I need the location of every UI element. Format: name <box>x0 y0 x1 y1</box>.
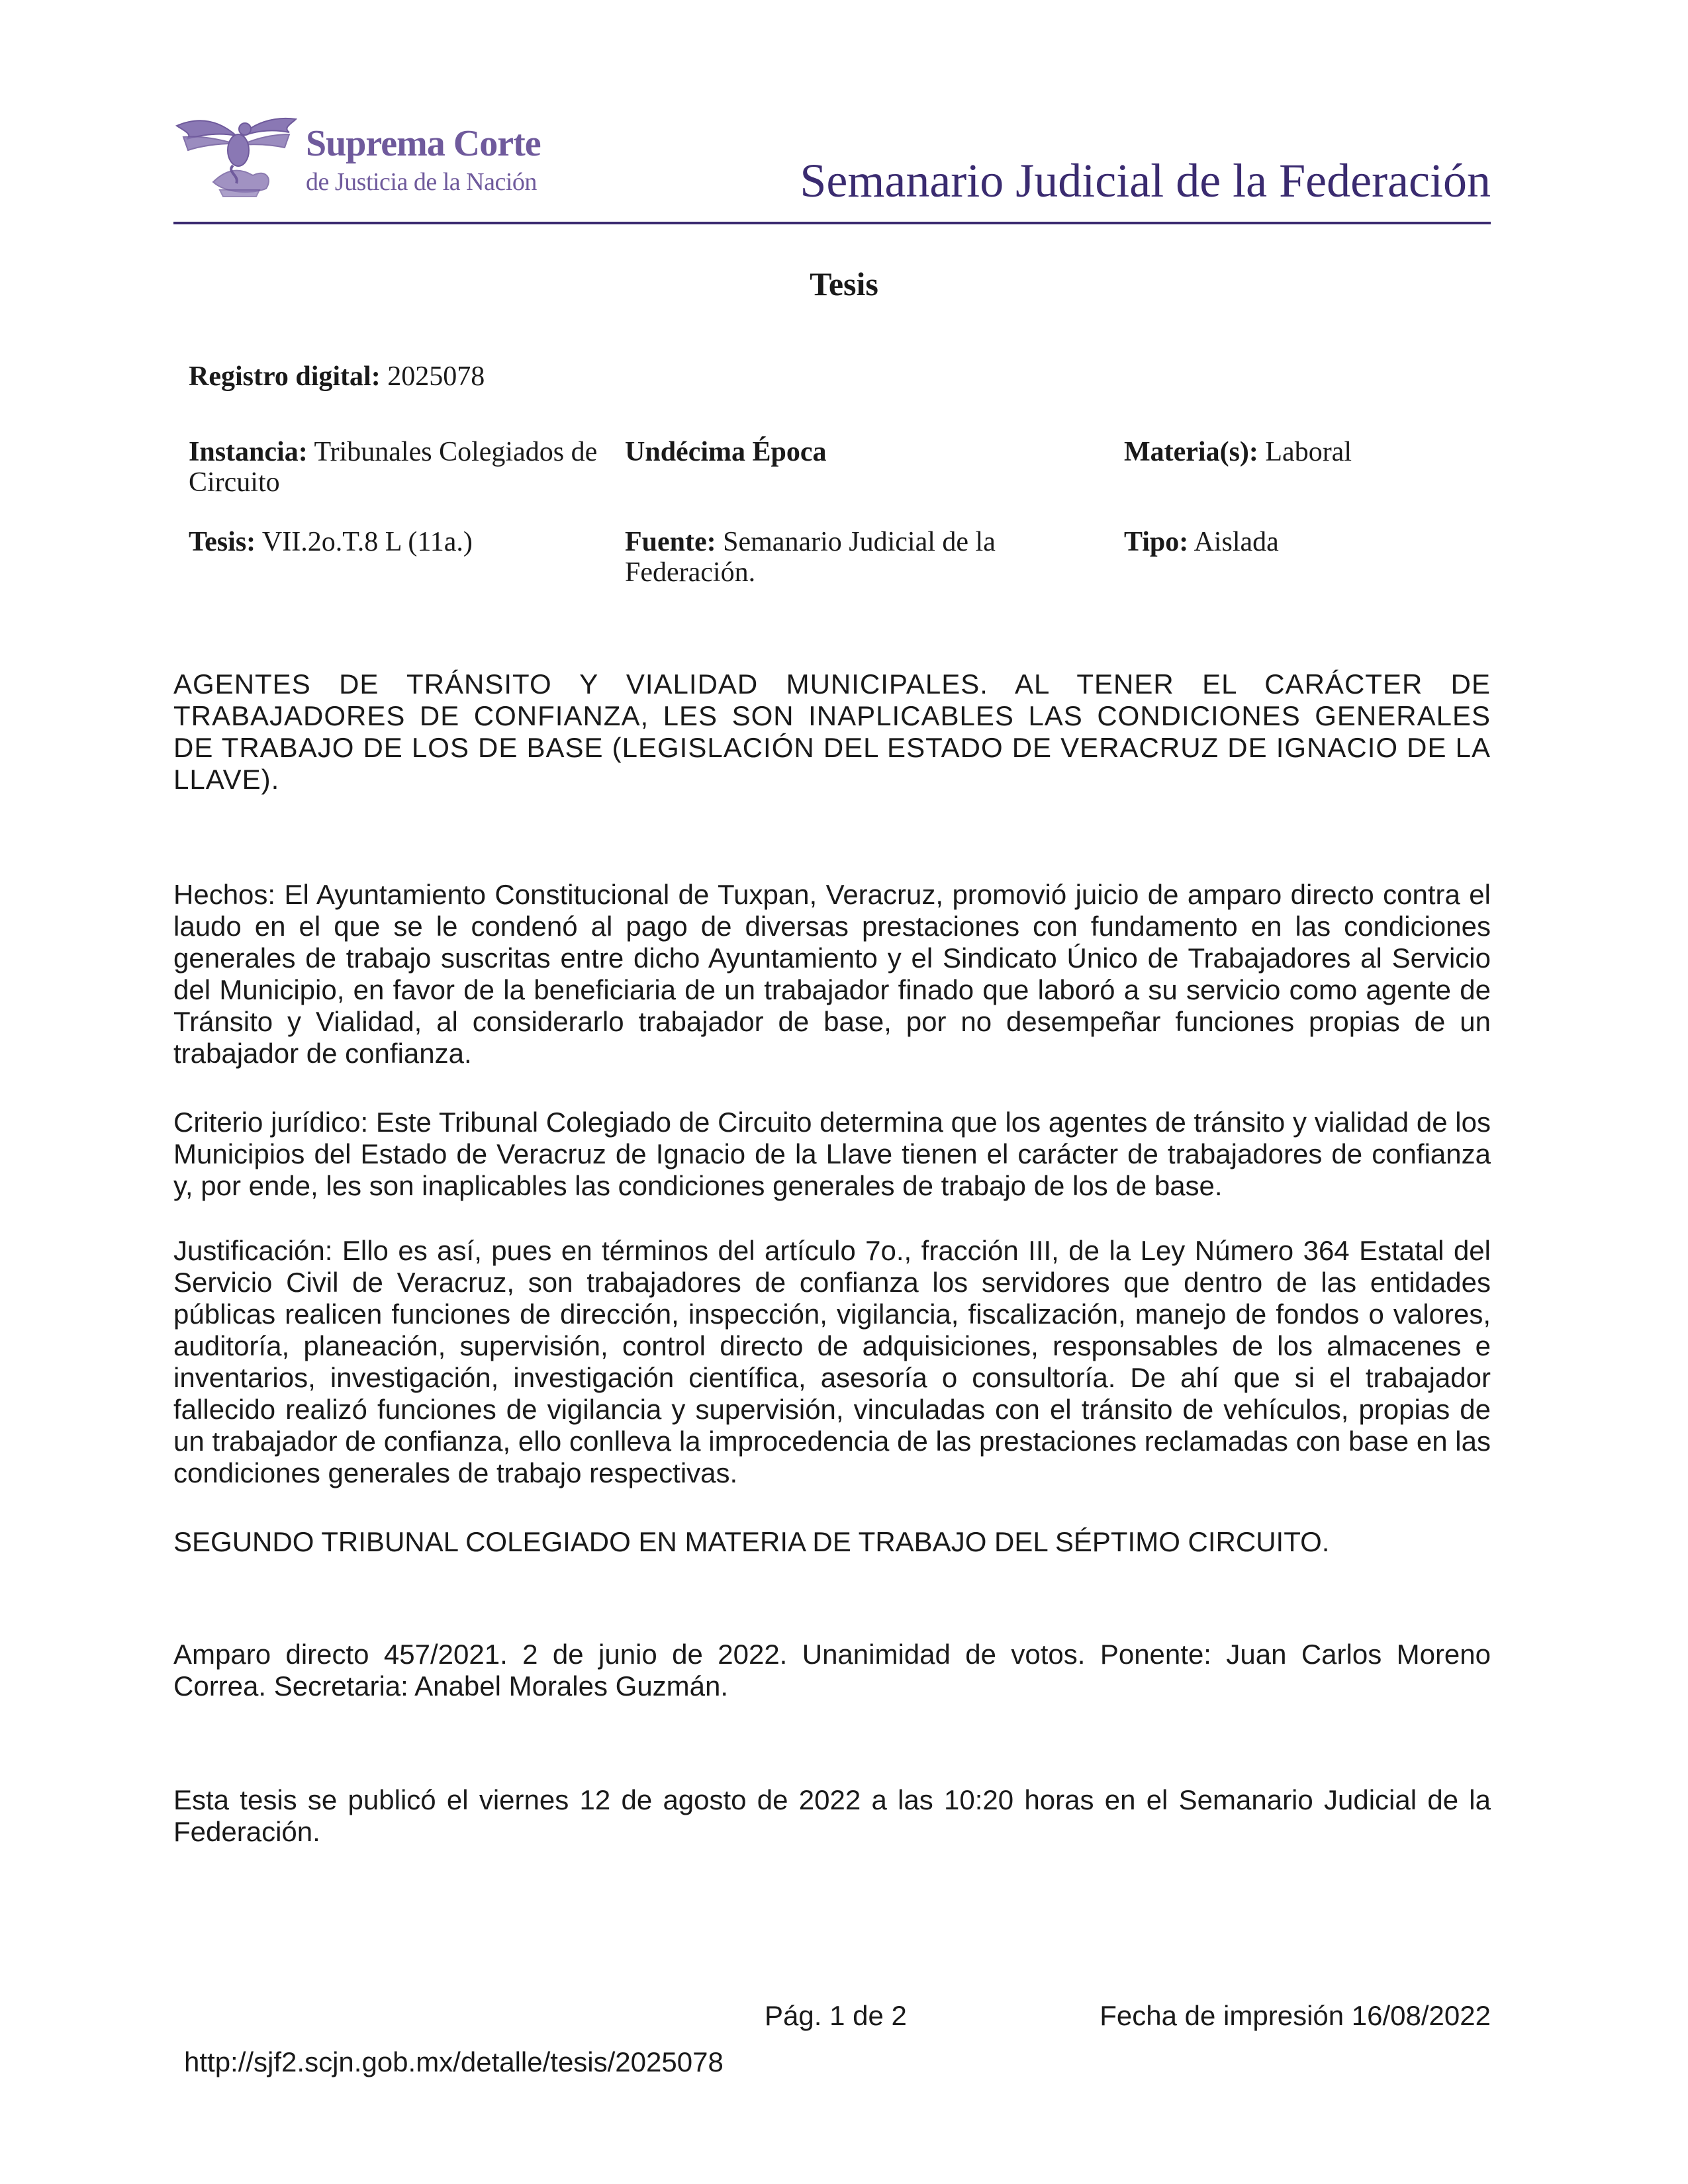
fuente-field <box>625 527 1062 588</box>
tipo-value: Aislada <box>1194 527 1279 557</box>
epoca-field <box>625 437 827 467</box>
publicacion-paragraph: Esta tesis se publicó el viernes 12 de agosto de 2022 a las 10:20 horas en el Semanario Judicial de la Federación. <box>173 1784 1491 1847</box>
materia-label: Materia(s): <box>1124 437 1258 467</box>
header-divider <box>173 222 1491 224</box>
document-type: Tesis <box>810 265 878 302</box>
page-number: Pág. 1 de 2 <box>765 2000 907 2031</box>
fuente-label: Fuente: <box>625 527 716 557</box>
instancia-value: Tribunales Colegiados de Circuito <box>189 437 598 498</box>
logo-subtitle: de Justicia de la Nación <box>306 168 537 196</box>
tribunal-paragraph: SEGUNDO TRIBUNAL COLEGIADO EN MATERIA DE TRABAJO DEL SÉPTIMO CIRCUITO. <box>173 1526 1330 1557</box>
print-date: Fecha de impresión 16/08/2022 <box>1100 2000 1491 2031</box>
eagle-emblem-icon <box>173 109 299 202</box>
instancia-label: Instancia: <box>189 437 308 467</box>
registro-label: Registro digital: <box>189 361 381 392</box>
epoca-value: Undécima Época <box>625 437 827 467</box>
tesis-field <box>189 527 473 557</box>
fuente-value: Semanario Judicial de la Federación. <box>625 527 996 588</box>
materia-field <box>1124 437 1352 467</box>
tipo-field <box>1124 527 1279 557</box>
thesis-heading: AGENTES DE TRÁNSITO Y VIALIDAD MUNICIPALES. AL TENER EL CARÁCTER DE TRABAJADORES DE CONFIANZA, LES SON INAPLICABLES LAS CONDICIONES GENERALES DE TRABAJO DE LOS DE BASE (LEGISLACIÓN DEL ESTADO DE VERACRUZ DE IGNACIO DE LA LLAVE). <box>173 668 1491 795</box>
logo-title: Suprema Corte <box>306 123 541 164</box>
registro-value: 2025078 <box>387 361 485 392</box>
scjn-logo <box>173 109 544 208</box>
publication-title: Semanario Judicial de la Federación <box>800 154 1491 207</box>
source-url[interactable]: http://sjf2.scjn.gob.mx/detalle/tesis/2025078 <box>184 2046 724 2077</box>
registro-field <box>189 361 485 392</box>
justificacion-paragraph: Justificación: Ello es así, pues en términos del artículo 7o., fracción III, de la Ley Número 364 Estatal del Servicio Civil de Veracruz, son trabajadores de confianza los servidores que dentro de las entidades públicas realicen funciones de dirección, inspección, vigilancia, fiscalización, manejo de fondos o valores, auditoría, planeación, supervisión, control directo de adquisiciones, responsables de los almacenes e inventarios, investigación, investigación científica, asesoría o consultoría. De ahí que si el trabajador fallecido realizó funciones de vigilancia y supervisión, vinculadas con el tránsito de vehículos, propias de un trabajador de confianza, ello conlleva la improcedencia de las prestaciones reclamadas con base en las condiciones generales de trabajo respectivas. <box>173 1235 1491 1488</box>
tesis-value: VII.2o.T.8 L (11a.) <box>261 527 473 557</box>
instancia-field <box>189 437 612 498</box>
tipo-label: Tipo: <box>1124 527 1189 557</box>
materia-value: Laboral <box>1265 437 1352 467</box>
hechos-paragraph: Hechos: El Ayuntamiento Constitucional de Tuxpan, Veracruz, promovió juicio de amparo directo contra el laudo en el que se le condenó al pago de diversas prestaciones con fundamento en las condiciones generales de trabajo suscritas entre dicho Ayuntamiento y el Sindicato Único de Trabajadores al Servicio del Municipio, en favor de la beneficiaria de un trabajador finado que laboró a su servicio como agente de Tránsito y Vialidad, al considerarlo trabajador de base, por no desempeñar funciones propias de un trabajador de confianza. <box>173 879 1491 1069</box>
amparo-paragraph: Amparo directo 457/2021. 2 de junio de 2022. Unanimidad de votos. Ponente: Juan Carlos Moreno Correa. Secretaria: Anabel Morales Guzmán. <box>173 1639 1491 1702</box>
criterio-paragraph: Criterio jurídico: Este Tribunal Colegiado de Circuito determina que los agentes de tránsito y vialidad de los Municipios del Estado de Veracruz de Ignacio de la Llave tienen el carácter de trabajadores de confianza y, por ende, les son inaplicables las condiciones generales de trabajo de los de base. <box>173 1107 1491 1201</box>
tesis-label: Tesis: <box>189 527 256 557</box>
